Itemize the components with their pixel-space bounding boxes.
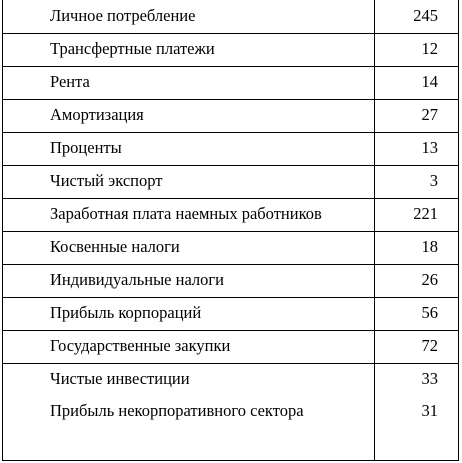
table-row xyxy=(3,165,458,199)
table-row xyxy=(3,99,458,133)
row-value: 18 xyxy=(421,237,438,256)
row-value: 221 xyxy=(413,204,438,223)
row-label: Косвенные налоги xyxy=(50,237,180,256)
table-row xyxy=(3,297,458,331)
row-label: Чистые инвестиции xyxy=(50,369,190,388)
table-row xyxy=(3,198,458,232)
row-label: Личное потребление xyxy=(50,6,196,25)
row-label: Рента xyxy=(50,72,90,91)
row-label: Индивидуальные налоги xyxy=(50,270,224,289)
row-value: 56 xyxy=(421,303,438,322)
row-value: 31 xyxy=(421,401,438,420)
table-row xyxy=(3,330,458,364)
table-row xyxy=(3,363,458,396)
row-value: 3 xyxy=(429,171,438,190)
row-label: Заработная плата наемных работников xyxy=(50,204,322,223)
row-label: Прибыль корпораций xyxy=(50,303,202,322)
row-label: Прибыль некорпоративного сектора xyxy=(50,401,304,420)
row-label: Чистый экспорт xyxy=(50,171,163,190)
table-row xyxy=(3,264,458,298)
row-value: 245 xyxy=(413,6,438,25)
table-row xyxy=(3,132,458,166)
row-value: 72 xyxy=(421,336,438,355)
table-row xyxy=(3,33,458,67)
row-value: 33 xyxy=(421,369,438,388)
row-value: 26 xyxy=(421,270,438,289)
row-value: 13 xyxy=(421,138,438,157)
row-value: 14 xyxy=(421,72,438,91)
row-value: 27 xyxy=(421,105,438,124)
table-row xyxy=(3,231,458,265)
row-label: Амортизация xyxy=(50,105,144,124)
row-label: Проценты xyxy=(50,138,122,157)
data-table xyxy=(2,0,459,461)
table-row xyxy=(3,0,458,34)
table-row xyxy=(3,66,458,100)
row-value: 12 xyxy=(421,39,438,58)
row-label: Государственные закупки xyxy=(50,336,231,355)
row-label: Трансфертные платежи xyxy=(50,39,215,58)
table-row xyxy=(3,395,458,428)
